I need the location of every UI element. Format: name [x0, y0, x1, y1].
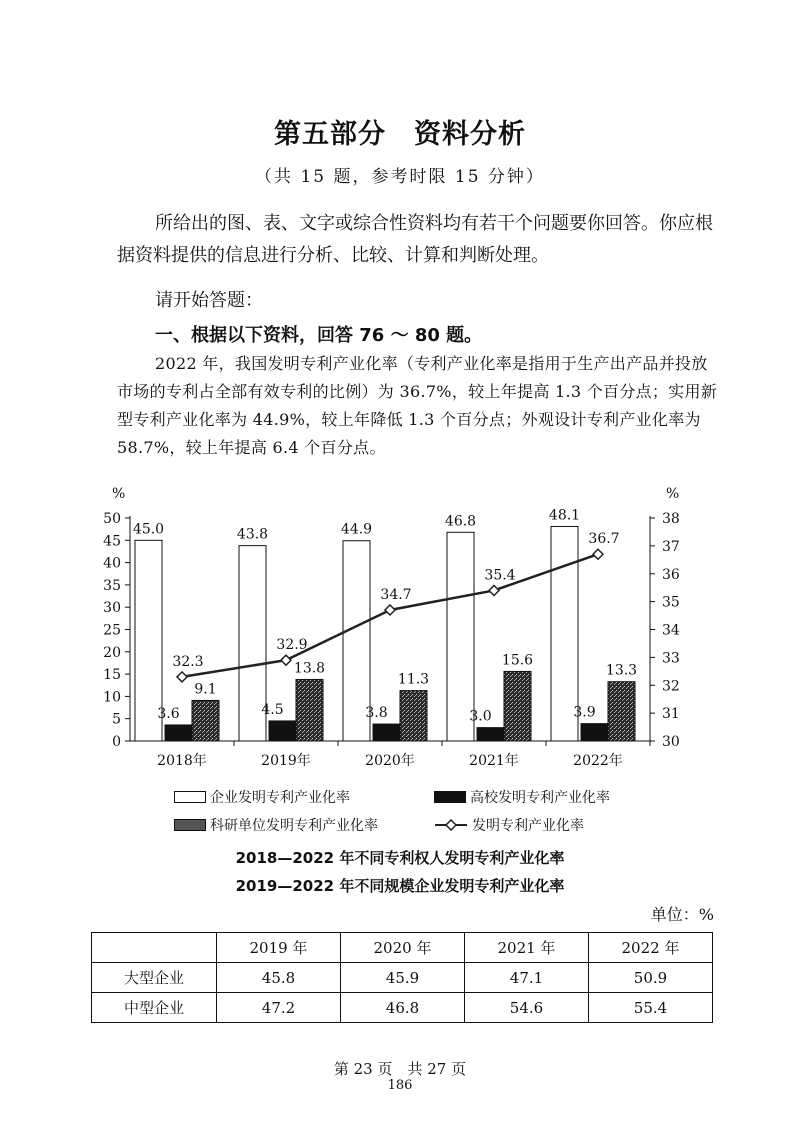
table-header-cell: 2019 年 [217, 933, 341, 963]
section-title: 第五部分 资料分析 [274, 119, 526, 150]
left-axis-tick-label: 50 [103, 511, 121, 527]
university-bar [581, 724, 608, 741]
right-axis-tick-label: 32 [662, 678, 680, 695]
right-axis-tick-label: 34 [662, 622, 680, 639]
overall-rate-point [281, 655, 291, 665]
legend-label-research: 科研单位发明专利产业化率 [210, 818, 378, 834]
table-cell: 55.4 [589, 993, 713, 1023]
left-axis-tick-label: 30 [103, 600, 121, 617]
right-axis-tick-label: 36 [662, 566, 680, 583]
research-bar-label: 15.6 [501, 652, 534, 669]
university-bar-label: 4.5 [261, 701, 284, 718]
overall-rate-point [489, 585, 499, 595]
research-bar-label: 9.1 [194, 681, 217, 698]
legend-university [434, 787, 654, 807]
left-axis-tick-label: 0 [112, 734, 121, 750]
right-axis-tick-label: 37 [662, 538, 680, 555]
university-bar-label: 3.9 [573, 704, 596, 721]
university-bar-label: 3.6 [157, 705, 180, 722]
intro-text: 所给出的图、表、文字或综合性资料均有若干个问题要你回答。你应根据资料提供的信息进行分析、比较、计算和判断处理。 [117, 213, 713, 266]
x-axis-tick-label: 2020年 [365, 753, 415, 769]
table-cell: 54.6 [465, 993, 589, 1023]
legend-swatch-enterprise [174, 791, 206, 803]
left-axis-tick-label: 20 [103, 644, 121, 661]
section-subtitle: （共 15 题，参考时限 15 分钟） [255, 167, 545, 187]
row-label: 中型企业 [92, 993, 217, 1023]
enterprise-bar-label: 43.8 [236, 526, 269, 543]
legend-swatch-research [174, 819, 206, 831]
research-bar [504, 671, 531, 741]
data-paragraph: 2022 年，我国发明专利产业化率（专利产业化率是指用于生产出产品并投放市场的专利占全部有效专利的比例）为 36.7%，较上年提高 1.3 个百分点；实用新型专利产业化率为 44.9%，较上年降低 1.3 个百分点；外观设计专利产业化率为 58.7%，较上年提高 6.4 个百分点。 [117, 354, 718, 457]
legend-label-enterprise: 企业发明专利产业化率 [210, 790, 350, 806]
legend-label-university: 高校发明专利产业化率 [470, 790, 610, 806]
overall-rate-point [177, 672, 187, 682]
right-axis-tick-label: 30 [662, 734, 680, 750]
research-bar-label: 13.8 [293, 660, 326, 677]
left-axis-tick-label: 15 [103, 667, 121, 684]
legend-swatch-university [434, 791, 466, 803]
right-axis-unit: % [666, 486, 680, 502]
start-prompt: 请开始答题： [155, 290, 263, 311]
overall-rate-label: 35.4 [484, 567, 516, 584]
right-axis-tick-label: 33 [662, 650, 680, 667]
table-caption: 2019—2022 年不同规模企业发明专利产业化率 [235, 877, 565, 895]
chart-caption: 2018—2022 年不同专利权人发明专利产业化率 [235, 849, 565, 867]
table-cell: 45.8 [217, 963, 341, 993]
overall-rate-label: 36.7 [588, 531, 620, 548]
x-axis-tick-label: 2018年 [157, 753, 207, 769]
x-axis-tick-label: 2021年 [469, 753, 519, 769]
patent-chart [0, 478, 800, 778]
research-bar [400, 691, 427, 741]
legend-enterprise [174, 787, 434, 807]
right-axis-tick-label: 31 [662, 706, 680, 723]
research-bar-label: 13.3 [605, 662, 638, 679]
legend-research [174, 815, 434, 835]
research-bar [608, 682, 635, 741]
legend-label-overall: 发明专利产业化率 [472, 818, 584, 834]
legend-line-marker-icon [434, 819, 468, 831]
table-cell: 50.9 [589, 963, 713, 993]
x-axis-tick-label: 2022年 [573, 753, 623, 769]
university-bar-label: 3.8 [365, 705, 388, 722]
enterprise-bar-label: 44.9 [340, 521, 373, 538]
row-label: 大型企业 [92, 963, 217, 993]
table-cell: 47.2 [217, 993, 341, 1023]
left-axis-tick-label: 45 [103, 533, 121, 550]
table-cell: 45.9 [341, 963, 465, 993]
page-indicator: 第 23 页 共 27 页 [333, 1060, 467, 1078]
enterprise-size-table [91, 932, 713, 1023]
university-bar [269, 721, 296, 741]
table-cell: 46.8 [341, 993, 465, 1023]
enterprise-bar-label: 45.0 [132, 521, 165, 538]
table-row [92, 963, 713, 993]
research-bar [192, 700, 219, 741]
table-unit: 单位：% [650, 905, 714, 924]
question-heading: 一、根据以下资料，回答 76 ～ 80 题。 [155, 325, 483, 346]
left-axis-tick-label: 25 [103, 622, 121, 639]
table-header-row [92, 933, 713, 963]
right-axis-tick-label: 35 [662, 594, 680, 611]
x-axis-tick-label: 2019年 [261, 753, 311, 769]
university-bar [477, 728, 504, 741]
enterprise-bar-label: 48.1 [548, 507, 581, 524]
research-bar-label: 11.3 [397, 671, 430, 688]
right-axis-tick-label: 38 [662, 511, 680, 527]
university-bar [373, 724, 400, 741]
table-header-cell: 2020 年 [341, 933, 465, 963]
enterprise-bar-label: 46.8 [444, 513, 477, 530]
overall-rate-label: 32.3 [172, 653, 204, 670]
overall-rate-label: 32.9 [276, 637, 308, 654]
left-axis-tick-label: 40 [103, 555, 121, 572]
table-corner-cell [92, 933, 217, 963]
left-axis-tick-label: 35 [103, 577, 121, 594]
left-axis-tick-label: 10 [103, 689, 121, 706]
left-axis-unit: % [112, 486, 126, 502]
overall-rate-point [385, 605, 395, 615]
university-bar-label: 3.0 [469, 708, 492, 725]
university-bar [165, 725, 192, 741]
table-cell: 47.1 [465, 963, 589, 993]
table-row [92, 993, 713, 1023]
legend-overall [434, 815, 654, 835]
table-header-cell: 2022 年 [589, 933, 713, 963]
page-number: 186 [387, 1078, 413, 1093]
table-header-cell: 2021 年 [465, 933, 589, 963]
chart-legend [174, 787, 654, 835]
research-bar [296, 679, 323, 741]
overall-rate-point [593, 549, 603, 559]
overall-rate-label: 34.7 [380, 586, 412, 603]
left-axis-tick-label: 5 [112, 711, 121, 728]
